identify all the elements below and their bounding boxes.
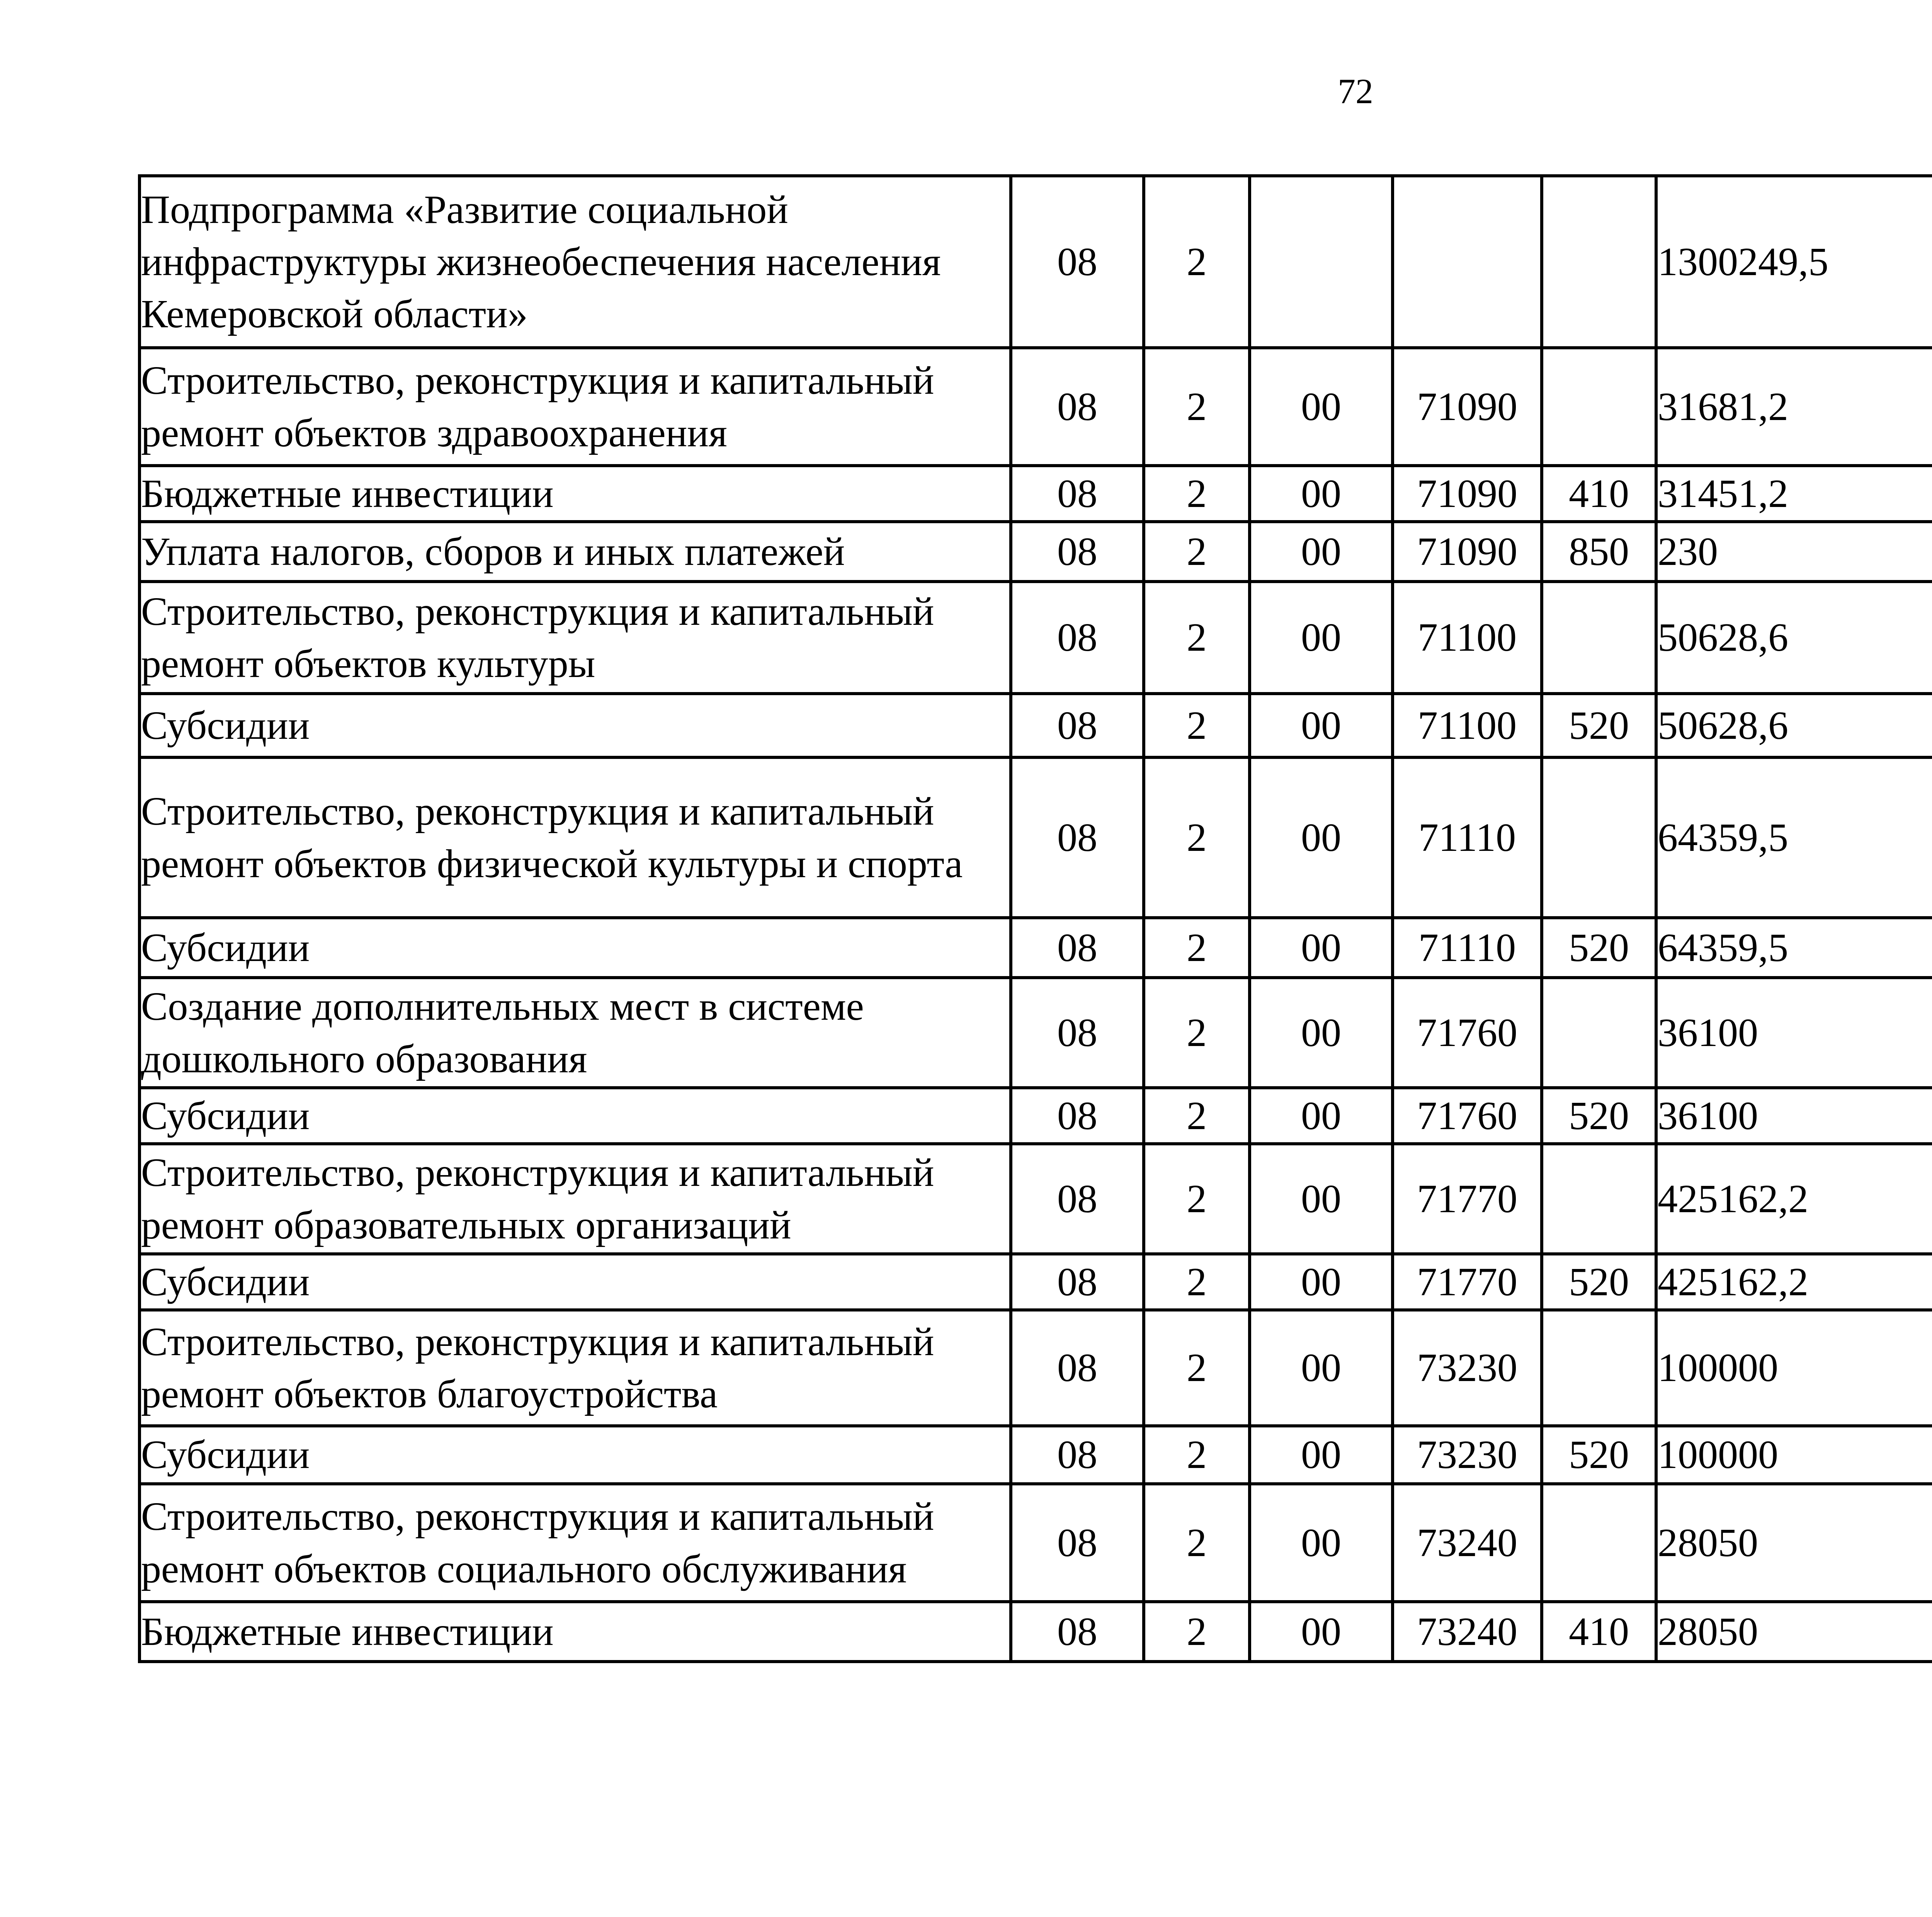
row-label: Строительство, реконструкция и капитальный ремонт образовательных организаций — [139, 1144, 1011, 1254]
cell-section: 08 — [1011, 1254, 1144, 1310]
cell-expense-type — [1542, 978, 1656, 1088]
cell-program: 2 — [1144, 466, 1250, 522]
cell-expense-type: 520 — [1542, 1088, 1656, 1144]
cell-expense-type — [1542, 1310, 1656, 1426]
table-row — [139, 918, 1932, 978]
row-label: Строительство, реконструкция и капитальный ремонт объектов культуры — [139, 582, 1011, 694]
cell-amount-1: 230 — [1656, 522, 1932, 582]
table-row — [139, 1602, 1932, 1662]
cell-section: 08 — [1011, 582, 1144, 694]
cell-section: 08 — [1011, 1310, 1144, 1426]
cell-program: 2 — [1144, 1310, 1250, 1426]
cell-subprogram: 00 — [1250, 1426, 1393, 1484]
row-label: Строительство, реконструкция и капитальный ремонт объектов благоустройства — [139, 1310, 1011, 1426]
cell-expense-type — [1542, 348, 1656, 466]
cell-amount-1: 425162,2 — [1656, 1144, 1932, 1254]
cell-amount-1: 425162,2 — [1656, 1254, 1932, 1310]
cell-program: 2 — [1144, 918, 1250, 978]
row-label: Уплата налогов, сборов и иных платежей — [139, 522, 1011, 582]
cell-subprogram: 00 — [1250, 466, 1393, 522]
cell-section: 08 — [1011, 1484, 1144, 1602]
cell-expense-type — [1542, 1144, 1656, 1254]
cell-section: 08 — [1011, 978, 1144, 1088]
row-label: Субсидии — [139, 694, 1011, 757]
cell-section: 08 — [1011, 348, 1144, 466]
table-row — [139, 522, 1932, 582]
cell-amount-1: 100000 — [1656, 1310, 1932, 1426]
cell-direction: 71090 — [1393, 348, 1542, 466]
cell-program: 2 — [1144, 978, 1250, 1088]
row-label: Бюджетные инвестиции — [139, 1602, 1011, 1662]
table-row — [139, 348, 1932, 466]
cell-amount-1: 28050 — [1656, 1602, 1932, 1662]
cell-subprogram: 00 — [1250, 694, 1393, 757]
table-row — [139, 978, 1932, 1088]
table-row — [139, 1484, 1932, 1602]
cell-subprogram: 00 — [1250, 348, 1393, 466]
table-row — [139, 1310, 1932, 1426]
cell-section: 08 — [1011, 466, 1144, 522]
row-label: Субсидии — [139, 918, 1011, 978]
cell-program: 2 — [1144, 1088, 1250, 1144]
cell-section: 08 — [1011, 694, 1144, 757]
cell-amount-1: 64359,5 — [1656, 757, 1932, 918]
cell-expense-type — [1542, 757, 1656, 918]
cell-expense-type — [1542, 1484, 1656, 1602]
cell-direction: 71100 — [1393, 582, 1542, 694]
cell-subprogram: 00 — [1250, 1484, 1393, 1602]
cell-expense-type — [1542, 176, 1656, 348]
cell-subprogram: 00 — [1250, 757, 1393, 918]
table-row — [139, 582, 1932, 694]
cell-amount-1: 1300249,5 — [1656, 176, 1932, 348]
cell-section: 08 — [1011, 1426, 1144, 1484]
cell-subprogram: 00 — [1250, 978, 1393, 1088]
cell-direction: 71110 — [1393, 918, 1542, 978]
row-label: Субсидии — [139, 1088, 1011, 1144]
table-row — [139, 1254, 1932, 1310]
table-row — [139, 1144, 1932, 1254]
cell-direction: 73230 — [1393, 1426, 1542, 1484]
cell-expense-type: 410 — [1542, 466, 1656, 522]
cell-expense-type — [1542, 582, 1656, 694]
cell-program: 2 — [1144, 522, 1250, 582]
row-label: Строительство, реконструкция и капитальный ремонт объектов социального обслуживания — [139, 1484, 1011, 1602]
table-row — [139, 1426, 1932, 1484]
cell-program: 2 — [1144, 176, 1250, 348]
cell-section: 08 — [1011, 1602, 1144, 1662]
cell-expense-type: 520 — [1542, 1426, 1656, 1484]
cell-subprogram: 00 — [1250, 1088, 1393, 1144]
cell-program: 2 — [1144, 1426, 1250, 1484]
cell-amount-1: 28050 — [1656, 1484, 1932, 1602]
cell-direction: 73230 — [1393, 1310, 1542, 1426]
row-label: Строительство, реконструкция и капитальный ремонт объектов здравоохранения — [139, 348, 1011, 466]
row-label: Строительство, реконструкция и капитальный ремонт объектов физической культуры и спорта — [139, 757, 1011, 918]
cell-section: 08 — [1011, 1144, 1144, 1254]
cell-expense-type: 850 — [1542, 522, 1656, 582]
cell-direction: 71110 — [1393, 757, 1542, 918]
cell-direction: 71760 — [1393, 1088, 1542, 1144]
cell-program: 2 — [1144, 1254, 1250, 1310]
cell-amount-1: 36100 — [1656, 978, 1932, 1088]
cell-expense-type: 410 — [1542, 1602, 1656, 1662]
cell-section: 08 — [1011, 918, 1144, 978]
row-label: Субсидии — [139, 1254, 1011, 1310]
row-label: Подпрограмма «Развитие социальной инфраструктуры жизнеобеспечения населения Кемеровской области» — [139, 176, 1011, 348]
page-number: 72 — [1338, 71, 1373, 111]
table-row — [139, 757, 1932, 918]
cell-amount-1: 100000 — [1656, 1426, 1932, 1484]
cell-amount-1: 31681,2 — [1656, 348, 1932, 466]
cell-amount-1: 36100 — [1656, 1088, 1932, 1144]
table-row — [139, 176, 1932, 348]
cell-subprogram — [1250, 176, 1393, 348]
cell-section: 08 — [1011, 757, 1144, 918]
row-label: Создание дополнительных мест в системе дошкольного образования — [139, 978, 1011, 1088]
budget-table — [138, 174, 1932, 1663]
cell-direction: 71090 — [1393, 466, 1542, 522]
cell-direction: 71770 — [1393, 1144, 1542, 1254]
cell-subprogram: 00 — [1250, 522, 1393, 582]
table-row — [139, 466, 1932, 522]
cell-section: 08 — [1011, 522, 1144, 582]
cell-program: 2 — [1144, 582, 1250, 694]
cell-program: 2 — [1144, 757, 1250, 918]
cell-amount-1: 50628,6 — [1656, 582, 1932, 694]
table-row — [139, 1088, 1932, 1144]
cell-expense-type: 520 — [1542, 694, 1656, 757]
cell-program: 2 — [1144, 1484, 1250, 1602]
cell-subprogram: 00 — [1250, 1310, 1393, 1426]
cell-direction — [1393, 176, 1542, 348]
cell-section: 08 — [1011, 1088, 1144, 1144]
cell-direction: 71090 — [1393, 522, 1542, 582]
cell-direction: 71760 — [1393, 978, 1542, 1088]
cell-expense-type: 520 — [1542, 918, 1656, 978]
cell-direction: 73240 — [1393, 1602, 1542, 1662]
cell-amount-1: 64359,5 — [1656, 918, 1932, 978]
cell-subprogram: 00 — [1250, 1254, 1393, 1310]
cell-expense-type: 520 — [1542, 1254, 1656, 1310]
row-label: Бюджетные инвестиции — [139, 466, 1011, 522]
row-label: Субсидии — [139, 1426, 1011, 1484]
cell-amount-1: 31451,2 — [1656, 466, 1932, 522]
cell-subprogram: 00 — [1250, 1602, 1393, 1662]
table-row — [139, 694, 1932, 757]
cell-subprogram: 00 — [1250, 918, 1393, 978]
cell-subprogram: 00 — [1250, 1144, 1393, 1254]
cell-program: 2 — [1144, 1602, 1250, 1662]
cell-section: 08 — [1011, 176, 1144, 348]
cell-program: 2 — [1144, 1144, 1250, 1254]
cell-amount-1: 50628,6 — [1656, 694, 1932, 757]
cell-program: 2 — [1144, 694, 1250, 757]
cell-direction: 73240 — [1393, 1484, 1542, 1602]
cell-subprogram: 00 — [1250, 582, 1393, 694]
cell-direction: 71770 — [1393, 1254, 1542, 1310]
cell-direction: 71100 — [1393, 694, 1542, 757]
cell-program: 2 — [1144, 348, 1250, 466]
